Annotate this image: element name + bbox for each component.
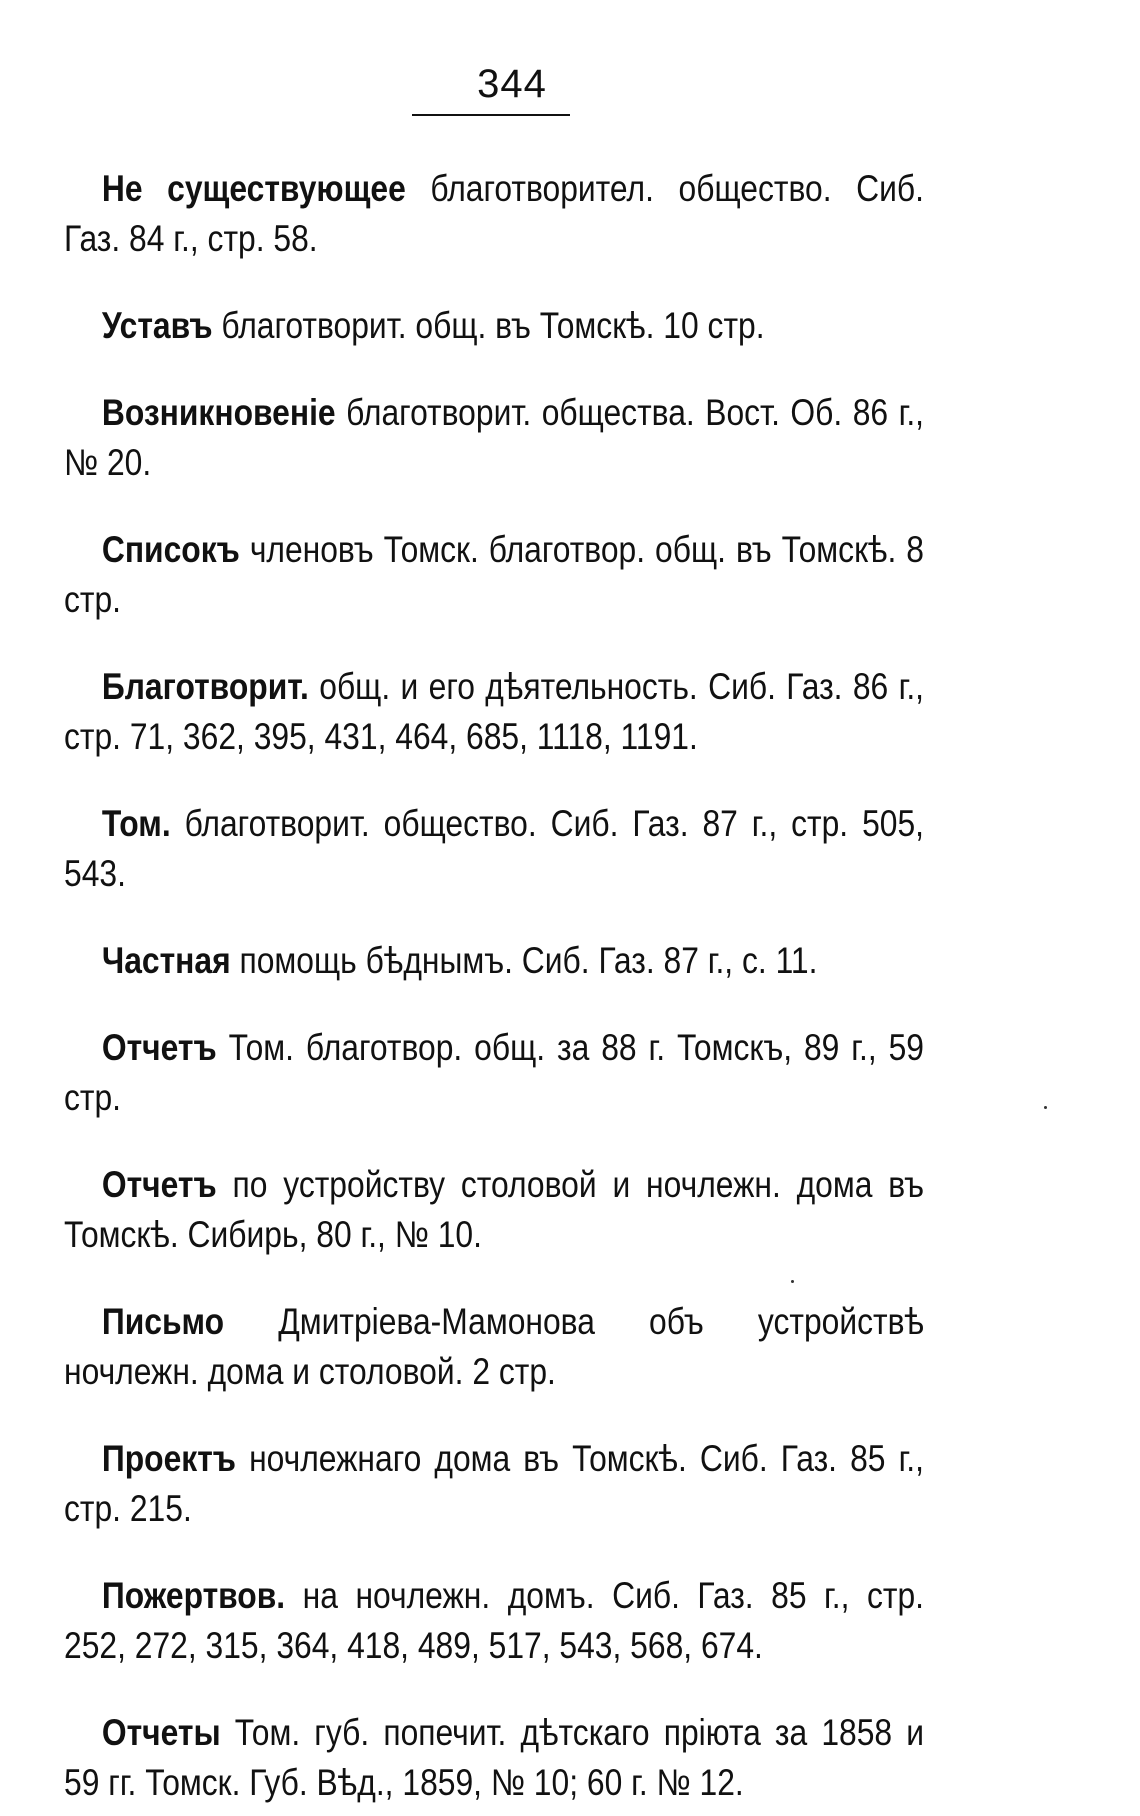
entry-citation: помощь бѣднымъ. Сиб. Газ. 87 г., с. 11.	[230, 940, 818, 981]
entry-lead-term: Благотворит.	[101, 666, 309, 707]
entry-lead-term: Отчеты	[101, 1712, 221, 1753]
entry-citation: Дмитріева-Мамонова объ устройствѣ ночлежн. дома и столовой. 2 стр.	[64, 1301, 925, 1392]
bibliography-entry	[64, 936, 924, 986]
bibliography-entry	[64, 388, 924, 488]
bibliography-entry	[64, 525, 924, 625]
entry-lead-term: Отчетъ	[101, 1027, 217, 1068]
bibliography-entry	[64, 1023, 924, 1123]
entry-citation: благотворит. общество. Сиб. Газ. 87 г., стр. 505, 543.	[64, 803, 925, 894]
bibliography-entry	[64, 662, 924, 762]
scan-speck	[791, 1280, 794, 1283]
entry-lead-term: Уставъ	[101, 305, 213, 346]
bibliography-entry	[64, 799, 924, 899]
entry-citation: благотворит. общества. Вост. Об. 86 г., № 20.	[64, 392, 924, 483]
page-number-rule	[412, 114, 570, 116]
bibliography-entry	[64, 1160, 924, 1260]
entry-citation: по устройству столовой и ночлежн. дома въ Томскѣ. Сибирь, 80 г., № 10.	[64, 1164, 925, 1255]
entry-lead-term: Частная	[101, 940, 231, 981]
entry-citation: ночлежнаго дома въ Томскѣ. Сиб. Газ. 85 г., стр. 215.	[64, 1438, 924, 1529]
entry-lead-term: Не существующее	[101, 168, 406, 209]
entry-citation: Том. губ. попечит. дѣтскаго пріюта за 1858 и 59 гг. Томск. Губ. Вѣд., 1859, № 10; 60 г. № 12.	[64, 1712, 924, 1803]
entry-citation: общ. и его дѣятельность. Сиб. Газ. 86 г., стр. 71, 362, 395, 431, 464, 685, 1118, 1191.	[64, 666, 924, 757]
entry-lead-term: Возникновеніе	[101, 392, 336, 433]
entry-citation: на ночлежн. домъ. Сиб. Газ. 85 г., стр. 252, 272, 315, 364, 418, 489, 517, 543, 568, 674.	[64, 1575, 924, 1666]
entry-citation: Том. благотвор. общ. за 88 г. Томскъ, 89 г., 59 стр.	[64, 1027, 925, 1118]
bibliography-entry	[64, 1571, 924, 1671]
bibliography-entry	[64, 164, 924, 264]
entry-citation: членовъ Томск. благотвор. общ. въ Томскѣ. 8 стр.	[64, 529, 924, 620]
scan-speck	[1044, 1106, 1047, 1109]
entry-lead-term: Письмо	[101, 1301, 225, 1342]
entry-lead-term: Пожертвов.	[101, 1575, 286, 1616]
entry-lead-term: Списокъ	[101, 529, 240, 570]
bibliography-entry	[64, 1708, 924, 1808]
page-number: 344	[477, 62, 547, 106]
entry-lead-term: Проектъ	[101, 1438, 236, 1479]
bibliography-entry	[64, 1434, 924, 1534]
entry-citation: благотворител. общество. Сиб. Газ. 84 г., стр. 58.	[64, 168, 924, 259]
bibliography-entry	[64, 1297, 924, 1397]
entry-lead-term: Отчетъ	[101, 1164, 217, 1205]
entry-citation: благотворит. общ. въ Томскѣ. 10 стр.	[212, 305, 765, 346]
bibliography-entries	[64, 164, 924, 1816]
entry-lead-term: Том.	[101, 803, 171, 844]
bibliography-entry	[64, 301, 924, 351]
